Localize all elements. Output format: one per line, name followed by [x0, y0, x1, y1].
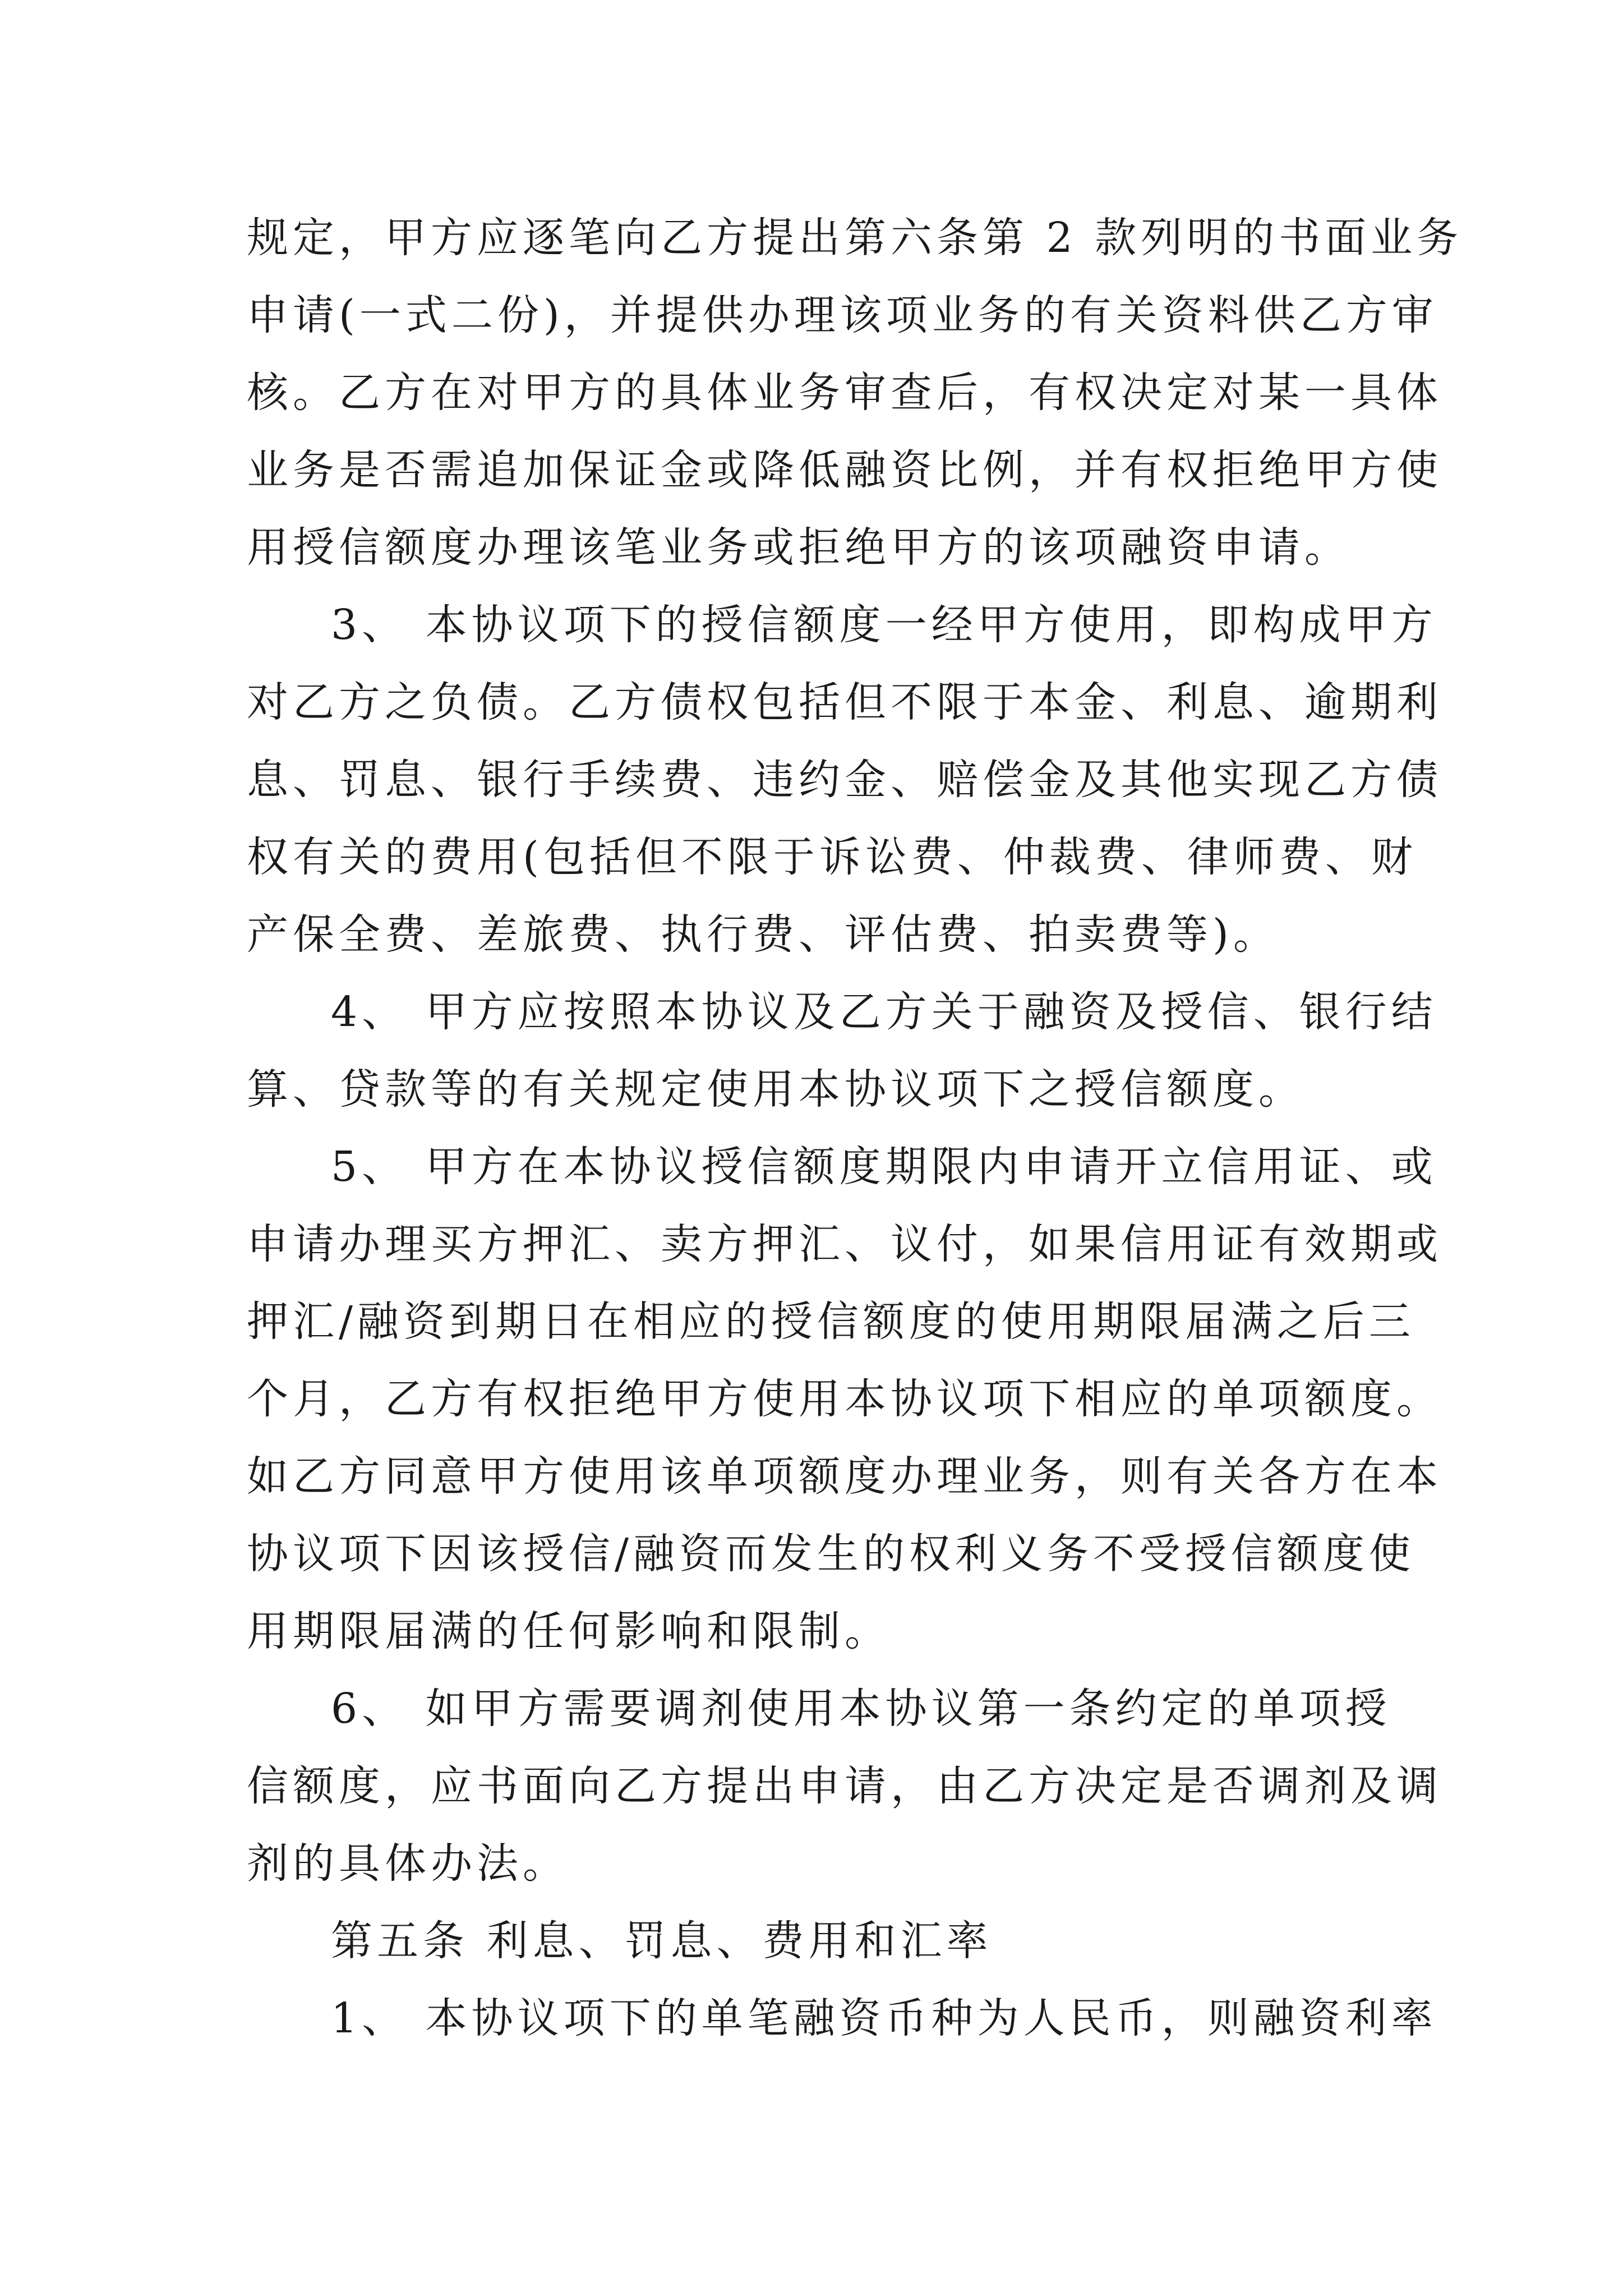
- text-line: 押汇/融资到期日在相应的授信额度的使用期限届满之后三: [247, 1297, 1415, 1346]
- text-line: 算、贷款等的有关规定使用本协议项下之授信额度。: [247, 1065, 1304, 1114]
- text-line: 权有关的费用(包括但不限于诉讼费、仲裁费、律师费、财: [247, 833, 1417, 881]
- text-line: 息、罚息、银行手续费、违约金、赔偿金及其他实现乙方债: [247, 756, 1442, 804]
- text-line: 剂的具体办法。: [247, 1839, 569, 1888]
- section-heading: 第五条 利息、罚息、费用和汇率: [331, 1917, 993, 1965]
- text-line: 产保全费、差旅费、执行费、评估费、拍卖费等)。: [247, 910, 1279, 959]
- text-line: 业务是否需追加保证金或降低融资比例，并有权拒绝甲方使: [247, 446, 1442, 494]
- text-line: 对乙方之负债。乙方债权包括但不限于本金、利息、逾期利: [247, 678, 1442, 726]
- text-line: 申请(一式二份)，并提供办理该项业务的有关资料供乙方审: [247, 291, 1438, 339]
- text-line: 协议项下因该授信/融资而发生的权利义务不受授信额度使: [247, 1530, 1415, 1578]
- paragraph-start-line: 3、 本协议项下的授信额度一经甲方使用，即构成甲方: [331, 601, 1437, 649]
- text-line: 申请办理买方押汇、卖方押汇、议付，如果信用证有效期或: [247, 1220, 1442, 1268]
- document-body: [247, 199, 1463, 2057]
- text-line: 用期限届满的任何影响和限制。: [247, 1607, 891, 1655]
- text-line: 如乙方同意甲方使用该单项额度办理业务，则有关各方在本: [247, 1452, 1442, 1501]
- paragraph-start-line: 1、 本协议项下的单笔融资币种为人民币，则融资利率: [331, 1994, 1437, 2042]
- text-line: 核。乙方在对甲方的具体业务审查后，有权决定对某一具体: [247, 369, 1442, 417]
- paragraph-start-line: 4、 甲方应按照本协议及乙方关于融资及授信、银行结: [331, 988, 1437, 1036]
- text-line: 个月，乙方有权拒绝甲方使用本协议项下相应的单项额度。: [247, 1375, 1442, 1423]
- text-line: 信额度，应书面向乙方提出申请，由乙方决定是否调剂及调: [247, 1762, 1442, 1810]
- paragraph-start-line: 5、 甲方在本协议授信额度期限内申请开立信用证、或: [331, 1143, 1437, 1191]
- text-line: 用授信额度办理该笔业务或拒绝甲方的该项融资申请。: [247, 523, 1350, 572]
- text-line: 规定，甲方应逐笔向乙方提出第六条第 2 款列明的书面业务: [247, 214, 1463, 262]
- paragraph-start-line: 6、 如甲方需要调剂使用本协议第一条约定的单项授: [331, 1685, 1391, 1733]
